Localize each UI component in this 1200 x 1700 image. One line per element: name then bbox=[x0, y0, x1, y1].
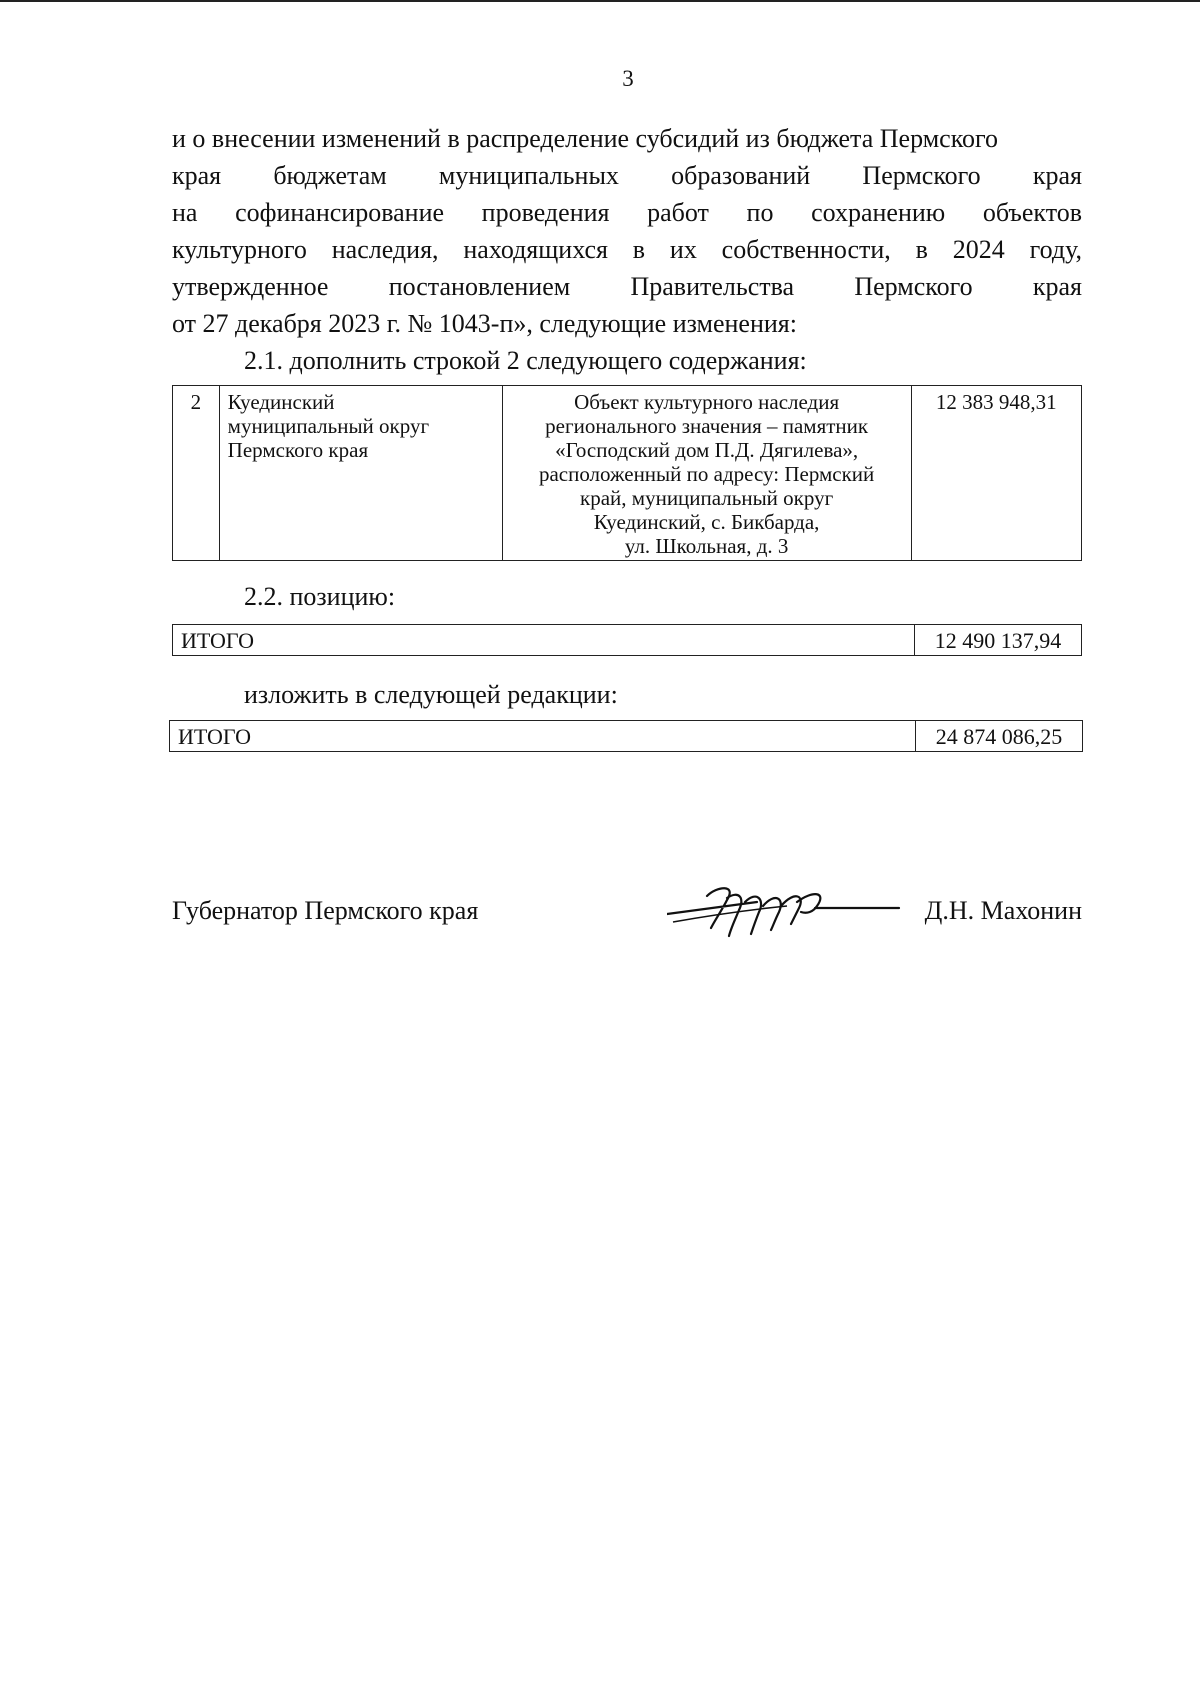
row-number: 2 bbox=[173, 386, 220, 561]
body-line-4: культурного наследия, находящихся в их собственности, в 2024 году, bbox=[172, 235, 1082, 264]
old-total-table bbox=[172, 624, 1082, 656]
body-line-6: от 27 декабря 2023 г. № 1043-п», следующие изменения: bbox=[172, 309, 797, 338]
item-2-1-heading: 2.1. дополнить строкой 2 следующего содержания: bbox=[244, 346, 807, 375]
signatory-name: Д.Н. Махонин bbox=[924, 896, 1082, 925]
amount-cell: 12 383 948,31 bbox=[911, 386, 1081, 561]
page-number: 3 bbox=[622, 66, 634, 91]
signature-block bbox=[172, 896, 1082, 956]
old-total-amount: 12 490 137,94 bbox=[915, 625, 1082, 656]
signatory-title: Губернатор Пермского края bbox=[172, 896, 479, 925]
object-line: Объект культурного наследия bbox=[574, 390, 840, 414]
municipality-line: муниципальный округ bbox=[227, 414, 430, 438]
body-line-1: и о внесении изменений в распределение субсидий из бюджета Пермского bbox=[172, 124, 999, 153]
body-line-2: края бюджетам муниципальных образований Пермского края bbox=[172, 161, 1082, 190]
table-row bbox=[173, 386, 1082, 561]
municipality-cell bbox=[219, 386, 502, 561]
old-total-label: ИТОГО bbox=[173, 625, 915, 656]
municipality-line: Куединский bbox=[227, 390, 335, 414]
table-row bbox=[170, 721, 1083, 752]
table-row bbox=[173, 625, 1082, 656]
new-total-amount: 24 874 086,25 bbox=[916, 721, 1083, 752]
object-line: «Господский дом П.Д. Дягилева», bbox=[555, 438, 859, 462]
object-line: ул. Школьная, д. 3 bbox=[624, 534, 789, 558]
new-version-heading: изложить в следующей редакции: bbox=[244, 680, 618, 709]
body-paragraph bbox=[172, 120, 1082, 342]
new-total-label: ИТОГО bbox=[170, 721, 916, 752]
body-line-3: на софинансирование проведения работ по сохранению объектов bbox=[172, 198, 1082, 227]
page-top-border bbox=[0, 0, 1200, 2]
municipality-line: Пермского края bbox=[227, 438, 369, 462]
object-line: Куединский, с. Бикбарда, bbox=[593, 510, 820, 534]
object-cell bbox=[502, 386, 911, 561]
new-total-table bbox=[169, 720, 1083, 752]
item-2-2-heading: 2.2. позицию: bbox=[244, 582, 396, 611]
object-line: край, муниципальный округ bbox=[580, 486, 834, 510]
added-row-table bbox=[172, 385, 1082, 561]
handwritten-signature bbox=[667, 876, 907, 948]
object-line: регионального значения – памятник bbox=[545, 414, 869, 438]
body-line-5: утвержденное постановлением Правительства Пермского края bbox=[172, 272, 1082, 301]
object-line: расположенный по адресу: Пермский bbox=[538, 462, 875, 486]
